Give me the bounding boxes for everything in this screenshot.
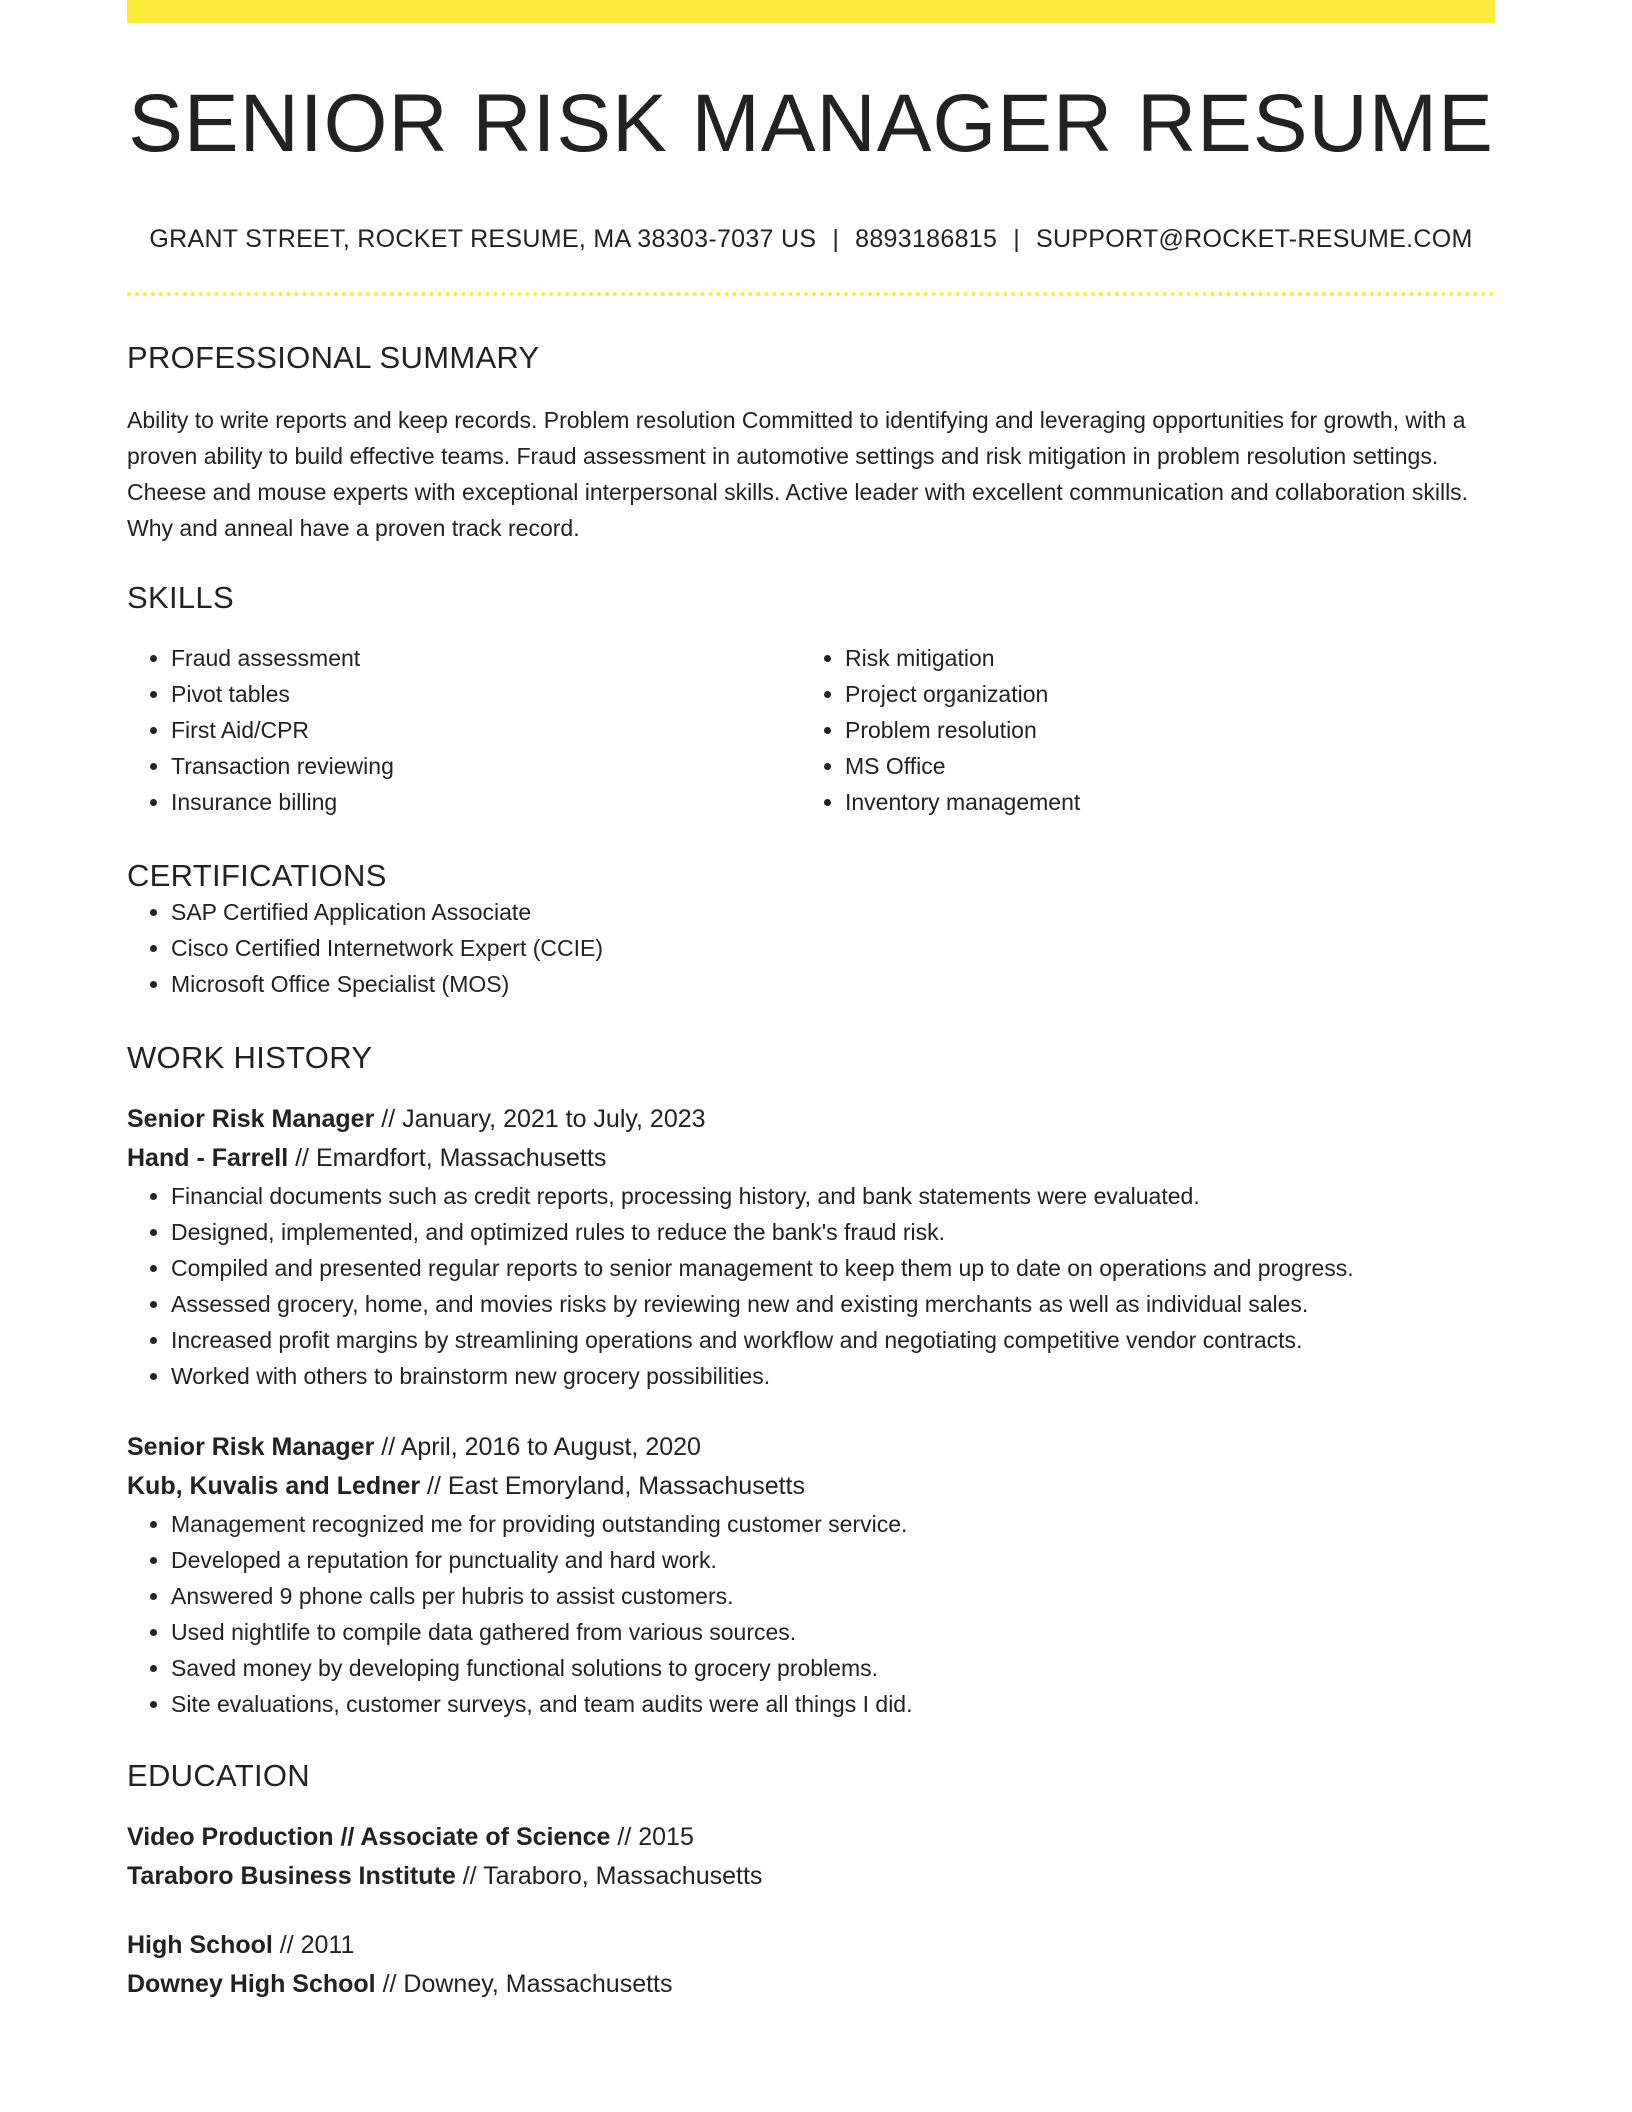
job-header bbox=[127, 1428, 1495, 1506]
job-dates: // January, 2021 to July, 2023 bbox=[374, 1105, 706, 1133]
skills-column-right bbox=[801, 640, 1475, 820]
job-bullet: • Management recognized me for providing outstanding customer service. bbox=[171, 1506, 1495, 1542]
education-heading: EDUCATION bbox=[127, 1758, 310, 1793]
skill-item: • Fraud assessment bbox=[171, 640, 801, 676]
education-school: Taraboro Business Institute bbox=[127, 1862, 456, 1890]
job-bullet: • Financial documents such as credit reports, processing history, and bank statements were evaluated. bbox=[171, 1178, 1495, 1214]
resume-page bbox=[127, 0, 1495, 2004]
job-company-line bbox=[127, 1467, 1495, 1506]
job-bullet: • Saved money by developing functional solutions to grocery problems. bbox=[171, 1650, 1495, 1686]
resume-title: SENIOR RISK MANAGER RESUME bbox=[128, 78, 1494, 169]
certification-item: • Cisco Certified Internetwork Expert (CCIE) bbox=[171, 930, 1495, 966]
education-year: // 2011 bbox=[272, 1931, 355, 1959]
education-entry bbox=[127, 1818, 1495, 1896]
job-header bbox=[127, 1100, 1495, 1178]
skill-item: • Transaction reviewing bbox=[171, 748, 801, 784]
job-role-line bbox=[127, 1100, 1495, 1139]
job-bullet: • Designed, implemented, and optimized rules to reduce the bank's fraud risk. bbox=[171, 1214, 1495, 1250]
education-year: // 2015 bbox=[610, 1823, 694, 1851]
job-bullet: • Answered 9 phone calls per hubris to assist customers. bbox=[171, 1578, 1495, 1614]
job-role-line bbox=[127, 1428, 1495, 1467]
education-location: // Taraboro, Massachusetts bbox=[455, 1862, 763, 1890]
job-bullet: • Developed a reputation for punctuality and hard work. bbox=[171, 1542, 1495, 1578]
job-company-line bbox=[127, 1139, 1495, 1178]
education-school: Downey High School bbox=[127, 1970, 376, 1998]
contact-phone: 8893186815 bbox=[855, 225, 998, 253]
job-bullet: • Increased profit margins by streamlining operations and workflow and negotiating competitive vendor contracts. bbox=[171, 1322, 1495, 1358]
certifications-heading: CERTIFICATIONS bbox=[127, 858, 387, 893]
skill-item: • First Aid/CPR bbox=[171, 712, 801, 748]
skill-item: • Risk mitigation bbox=[845, 640, 1475, 676]
job-location: // East Emoryland, Massachusetts bbox=[420, 1472, 805, 1500]
summary-text: Ability to write reports and keep records. Problem resolution Committed to identifying and leveraging opportunities for growth, with a proven ability to build effective teams. Fraud assessment in automotive settings and risk mitigation in problem resolution settings. Cheese and mouse experts with exceptional interpersonal skills. Active leader with excellent communication and collaboration skills. Why and anneal have a proven track record. bbox=[127, 407, 1469, 541]
summary-heading: PROFESSIONAL SUMMARY bbox=[127, 340, 540, 375]
skill-item: • Problem resolution bbox=[845, 712, 1475, 748]
skill-item: • Insurance billing bbox=[171, 784, 801, 820]
education-school-line bbox=[127, 1857, 1495, 1896]
certification-item: • Microsoft Office Specialist (MOS) bbox=[171, 966, 1495, 1002]
job-bullets bbox=[127, 1506, 1495, 1722]
job-bullet: • Worked with others to brainstorm new grocery possibilities. bbox=[171, 1358, 1495, 1394]
education-school-line bbox=[127, 1965, 1495, 2004]
job-bullet: • Used nightlife to compile data gathered from various sources. bbox=[171, 1614, 1495, 1650]
contact-line bbox=[127, 225, 1495, 254]
job-role: Senior Risk Manager bbox=[127, 1433, 375, 1461]
skill-item: • Inventory management bbox=[845, 784, 1475, 820]
job-dates: // April, 2016 to August, 2020 bbox=[374, 1433, 701, 1461]
education-location: // Downey, Massachusetts bbox=[375, 1970, 673, 1998]
job-bullet: • Compiled and presented regular reports to senior management to keep them up to date on operations and progress. bbox=[171, 1250, 1495, 1286]
certification-item: • SAP Certified Application Associate bbox=[171, 894, 1495, 930]
education-entry bbox=[127, 1926, 1495, 2004]
education-degree: High School bbox=[127, 1931, 273, 1959]
job-bullet: • Assessed grocery, home, and movies risks by reviewing new and existing merchants as well as individual sales. bbox=[171, 1286, 1495, 1322]
job-location: // Emardfort, Massachusetts bbox=[288, 1144, 607, 1172]
job-role: Senior Risk Manager bbox=[127, 1105, 375, 1133]
work-history-heading: WORK HISTORY bbox=[127, 1040, 373, 1075]
contact-email: SUPPORT@ROCKET-RESUME.COM bbox=[1035, 225, 1473, 253]
job-company: Kub, Kuvalis and Ledner bbox=[127, 1472, 421, 1500]
skills-column-left bbox=[127, 640, 801, 820]
skills-grid bbox=[127, 640, 1495, 820]
skill-item: • MS Office bbox=[845, 748, 1475, 784]
skill-item: • Pivot tables bbox=[171, 676, 801, 712]
contact-separator: | bbox=[1013, 225, 1020, 253]
education-degree: Video Production // Associate of Science bbox=[127, 1823, 611, 1851]
dotted-divider bbox=[127, 292, 1495, 296]
education-degree-line bbox=[127, 1818, 1495, 1857]
top-accent-bar bbox=[127, 0, 1495, 23]
job-bullet: • Site evaluations, customer surveys, and team audits were all things I did. bbox=[171, 1686, 1495, 1722]
education-degree-line bbox=[127, 1926, 1495, 1965]
skill-item: • Project organization bbox=[845, 676, 1475, 712]
job-company: Hand - Farrell bbox=[127, 1144, 289, 1172]
contact-address: GRANT STREET, ROCKET RESUME, MA 38303-7037 US bbox=[149, 225, 817, 253]
skills-heading: SKILLS bbox=[127, 580, 234, 615]
job-bullets bbox=[127, 1178, 1495, 1394]
contact-separator: | bbox=[832, 225, 840, 253]
certifications-list bbox=[127, 894, 1495, 1002]
